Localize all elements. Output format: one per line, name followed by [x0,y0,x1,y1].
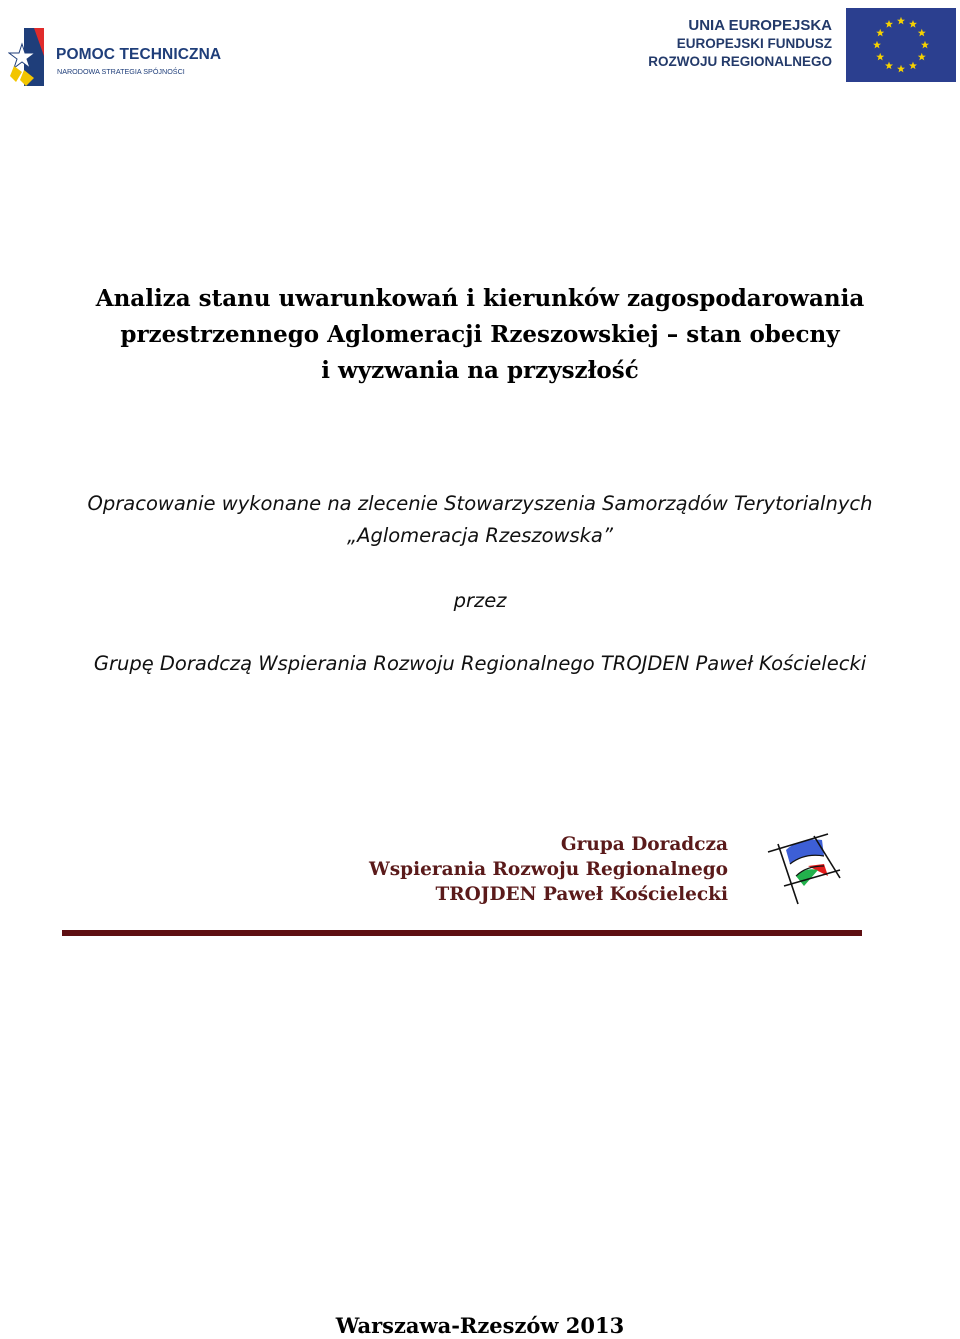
eu-logo-line3: ROZWOJU REGIONALNEGO [648,54,832,69]
eu-flag-icon [846,8,956,82]
title-line-1: Analiza stanu uwarunkowań i kierunków zagospodarowania [95,285,865,312]
footer-place-year: Warszawa-Rzeszów 2013 [335,1313,625,1338]
commission-line-2: „Aglomeracja Rzeszowska” [347,524,613,547]
document-title [0,281,960,389]
title-line-3: i wyzwania na przyszłość [321,357,639,384]
eu-logo [640,8,958,84]
pomoc-techniczna-title: POMOC TECHNICZNA [56,46,222,63]
company-name-block [360,832,728,907]
commission-author: Grupę Doradczą Wspierania Rozwoju Regionalnego TROJDEN Paweł Kościelecki [93,652,867,675]
eu-logo-line2: EUROPEJSKI FUNDUSZ [676,36,832,51]
company-line-1: Grupa Doradcza [560,834,728,855]
eu-logo-text [648,16,832,71]
section-divider [62,930,862,936]
pomoc-techniczna-logo [8,22,228,92]
commission-line-1: Opracowanie wykonane na zlecenie Stowarzyszenia Samorządów Terytorialnych [87,492,873,515]
commission-by: przez [453,589,507,612]
eu-logo-line1: UNIA EUROPEJSKA [688,17,832,34]
pomoc-techniczna-subtitle: NARODOWA STRATEGIA SPÓJNOŚCI [57,67,185,76]
title-line-2: przestrzennego Aglomeracji Rzeszowskiej – stan obecny [120,321,840,348]
company-line-3: TROJDEN Paweł Kościelecki [435,884,728,905]
star-mark-icon [8,26,48,88]
company-line-2: Wspierania Rozwoju Regionalnego [368,859,728,880]
trojden-logo-icon [764,830,844,910]
